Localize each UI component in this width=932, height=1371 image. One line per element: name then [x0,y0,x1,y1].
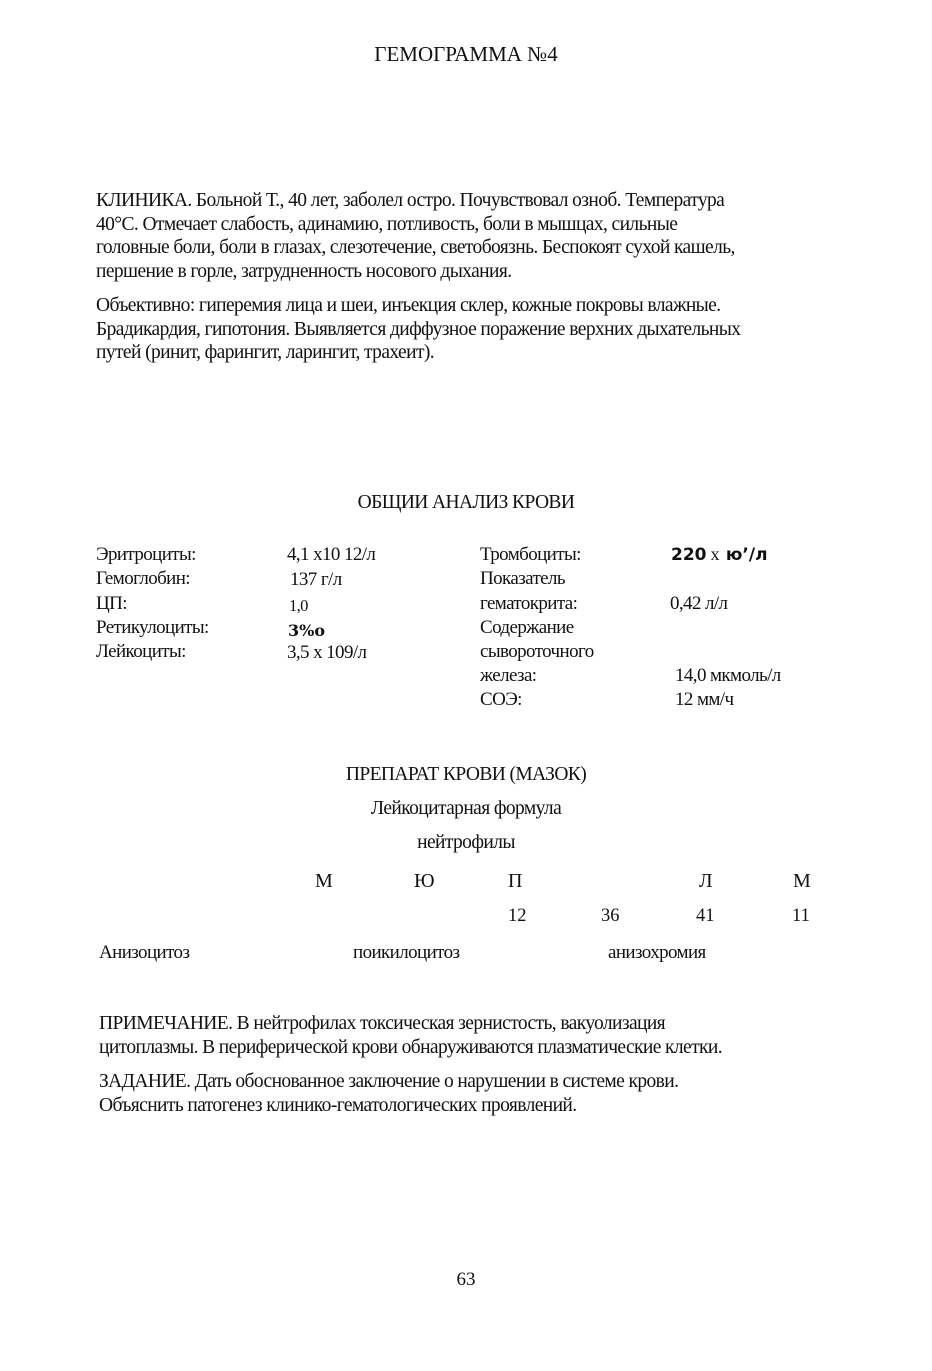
objective-line: путей (ринит, фарингит, ларингит, трахеит). [96,342,435,364]
task-paragraph [99,1070,859,1117]
page-number: 63 [456,1269,476,1290]
formula-value-segmented: 36 [601,906,620,926]
blood-analysis-title: ОБЩИИ АНАЛИЗ КРОВИ [357,492,575,513]
blood-value-color-index: 1,0 [289,596,308,615]
objective-paragraph [96,294,856,365]
clinic-paragraph [96,189,856,283]
objective-line: Объективно: гиперемия лица и шеи, инъекция склер, кожные покровы влажные. [96,295,721,316]
formula-value-band: 12 [508,906,527,926]
smear-group: нейтрофилы [417,832,515,853]
clinic-line: першение в горле, затрудненность носового дыхания. [96,260,512,282]
morphology-poikilocytosis: поикилоцитоз [353,942,460,963]
blood-label-iron-3: железа: [480,665,537,686]
blood-label-hematocrit-1: Показатель [480,568,565,589]
morphology-anisochromia: анизохромия [608,942,706,963]
blood-value-iron: 14,0 мкмоль/л [675,665,781,686]
formula-col-lymphocytes: Л [699,870,713,892]
blood-value-hematocrit: 0,42 л/л [670,593,728,614]
formula-value-monocytes: 11 [792,906,810,926]
blood-label-color-index: ЦП: [96,593,127,614]
blood-value-leukocytes: 3,5 х 109/л [287,642,367,663]
platelets-multiplier: х [710,544,719,564]
task-line: Объяснить патогенез клинико-гематологических проявлений. [99,1094,577,1116]
document-title: ГЕМОГРАММА №4 [374,42,558,66]
clinic-line: КЛИНИКА. Больной Т., 40 лет, заболел остро. Почувствовал озноб. Температура [96,190,725,211]
smear-title: ПРЕПАРАТ КРОВИ (МАЗОК) [345,764,587,785]
blood-label-hemoglobin: Гемоглобин: [96,568,190,589]
platelets-number: 220 [671,545,707,565]
blood-label-hematocrit-2: гематокрита: [480,593,578,614]
blood-value-platelets [671,544,768,565]
formula-col-monocytes: М [793,870,811,892]
smear-subtitle: Лейкоцитарная формула [370,798,562,819]
note-paragraph [99,1012,859,1059]
formula-col-metamyelocytes: Ю [414,870,435,892]
blood-label-esr: СОЭ: [480,689,522,710]
blood-label-platelets: Тромбоциты: [480,544,581,565]
blood-label-erythrocytes: Эритроциты: [96,544,196,565]
note-line: цитоплазмы. В периферической крови обнаруживаются плазматические клетки. [99,1036,722,1058]
objective-line: Брадикардия, гипотония. Выявляется диффузное поражение верхних дыхательных [96,318,741,340]
morphology-anisocytosis: Анизоцитоз [99,942,190,963]
platelets-unit: ю’/л [725,545,768,565]
blood-label-iron-1: Содержание [480,617,574,638]
blood-value-esr: 12 мм/ч [675,689,734,710]
clinic-line: головные боли, боли в глазах, слезотечение, светобоязнь. Беспокоят сухой кашель, [96,237,735,259]
blood-label-leukocytes: Лейкоциты: [96,641,186,662]
task-line: ЗАДАНИЕ. Дать обоснованное заключение о нарушении в системе крови. [99,1071,679,1092]
clinic-line: 40°С. Отмечает слабость, адинамию, потливость, боли в мышцах, сильные [96,213,678,235]
blood-value-hemoglobin: 137 г/л [290,569,342,590]
formula-value-lymphocytes: 41 [696,906,715,926]
blood-label-reticulocytes: Ретикулоциты: [96,617,209,638]
blood-value-erythrocytes: 4,1 х10 12/л [287,544,376,565]
blood-label-iron-2: сывороточного [480,641,594,662]
formula-col-myelocytes: М [315,870,333,892]
formula-col-band: П [508,870,523,892]
blood-value-reticulocytes: 3%о [288,621,326,640]
note-line: ПРИМЕЧАНИЕ. В нейтрофилах токсическая зернистость, вакуолизация [99,1013,666,1034]
